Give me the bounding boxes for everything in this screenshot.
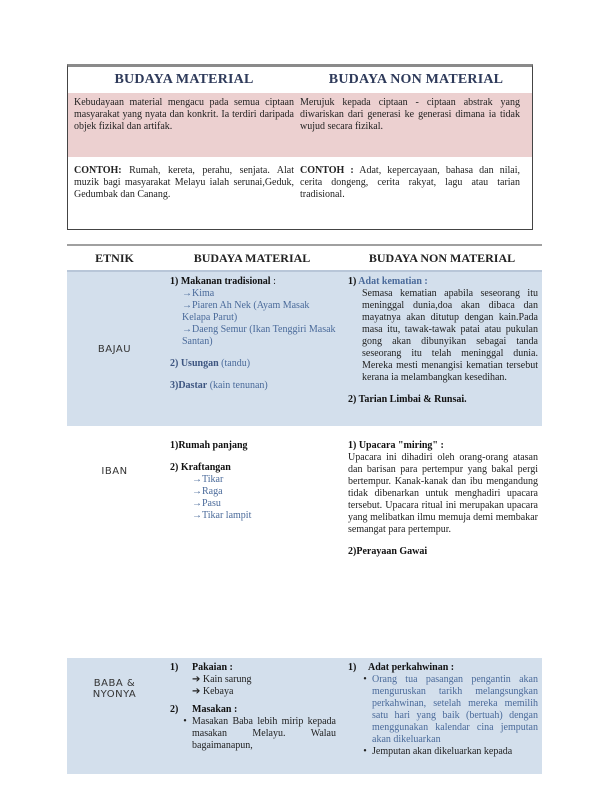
- definition-material: Kebudayaan material mengacu pada semua ciptaan masyarakat yang nyata dan konkrit. Ia terdiri daripada objek fizikal dan artifak.: [74, 97, 294, 132]
- non-material-cell: [342, 658, 542, 774]
- bullet-item: [348, 746, 538, 758]
- bullet-item: [348, 674, 538, 746]
- example-label: CONTOH:: [74, 165, 122, 176]
- item-number: 1): [348, 276, 357, 287]
- table-row-baba-nyonya: [67, 658, 542, 774]
- item-note: (tandu): [218, 358, 251, 369]
- example-row: [68, 157, 532, 201]
- material-cell: [162, 430, 342, 620]
- header-budaya-non-material: BUDAYA NON MATERIAL: [328, 72, 504, 87]
- definition-table: [67, 64, 533, 230]
- item-heading: 2) Usungan: [170, 358, 219, 369]
- item-heading: Pakaian :: [192, 662, 233, 673]
- item-heading: 1) Makanan tradisional: [170, 276, 271, 287]
- definition-non-material: Merujuk kepada ciptaan - ciptaan abstrak yang diwariskan dari generasi ke generasi dimana ia tidak wujud secara fizikal.: [300, 97, 520, 132]
- table-row-iban: [67, 430, 542, 620]
- example-material: [74, 165, 300, 201]
- list-item: →Raga: [192, 486, 223, 497]
- item-heading: 3)Dastar: [170, 380, 208, 391]
- item-number: 1): [348, 662, 357, 673]
- header-budaya-material: BUDAYA MATERIAL: [114, 72, 254, 87]
- bullet-icon: •: [183, 716, 187, 727]
- etnik-cell: BAJAU: [97, 343, 132, 355]
- example-non-material: [300, 165, 526, 201]
- item-heading: 2) Kraftangan: [170, 462, 231, 473]
- non-material-cell: [342, 272, 542, 426]
- table-row-bajau: [67, 272, 542, 426]
- heading-suffix: :: [270, 276, 276, 287]
- header-budaya-material: BUDAYA MATERIAL: [193, 250, 311, 265]
- item-heading: 2) Tarian Limbai & Runsai.: [348, 394, 467, 405]
- item-heading: 2)Perayaan Gawai: [348, 546, 428, 557]
- material-cell: [162, 272, 342, 426]
- item-heading: Adat kematian :: [356, 276, 428, 287]
- list-item: →Kima: [182, 288, 215, 299]
- item-heading: 1) Upacara "miring" :: [348, 440, 444, 451]
- example-text: Adat, kepercayaan, bahasa dan nilai, cerita dongeng, cerita rakyat, lagu atau tarian tradisional.: [300, 165, 520, 200]
- bullet-text: Masakan Baba lebih mirip kepada masakan Melayu. Walau bagaimanapun,: [192, 716, 336, 751]
- list-item: ➔ Kebaya: [192, 686, 234, 697]
- item-heading: Adat perkahwinan :: [368, 662, 455, 673]
- bullet-text: Jemputan akan dikeluarkan kepada: [372, 746, 513, 757]
- item-heading: 1)Rumah panjang: [170, 440, 248, 451]
- item-number: 2): [170, 704, 179, 715]
- etnik-label: BABA & NYONYA: [92, 678, 137, 700]
- list-item: →Tikar lampit: [192, 510, 252, 521]
- etnik-cell: IBAN: [101, 466, 128, 477]
- definition-row: [68, 93, 532, 157]
- paragraph: Semasa kematian apabila seseorang itu meninggal dunia,doa akan dibaca dan mayatnya akan ditutup dengan kain.Pada masa itu, tawak-tawak patai atau pukulan gong akan dibunyikan sebagai tanda seseorang itu telah meninggal dunia. Mereka mesti menangisi kematian tersebut kerana ia melambangkan kesedihan.: [362, 288, 538, 383]
- header-budaya-non-material: BUDAYA NON MATERIAL: [368, 250, 516, 265]
- item-note: (kain tenunan): [207, 380, 268, 391]
- ethnic-culture-table: [67, 244, 542, 774]
- list-item: →Daeng Semur (Ikan Tenggiri Masak Santan): [182, 324, 336, 347]
- bullet-icon: •: [363, 674, 367, 685]
- bullet-icon: •: [363, 746, 367, 757]
- list-item: →Pasu: [192, 498, 221, 509]
- example-label: CONTOH :: [300, 165, 354, 176]
- definition-table-header: [68, 67, 532, 93]
- bullet-item: [170, 716, 336, 752]
- list-item: →Piaren Ah Nek (Ayam Masak Kelapa Parut): [182, 300, 310, 323]
- bullet-text: Orang tua pasangan pengantin akan menguruskan tarikh melangsungkan perkahwinan, setelah mereka memilih satu hari yang baik (bertuah) dengan menggunakan kalendar cina jemputan akan dikeluarkan: [372, 674, 538, 745]
- example-text: Rumah, kereta, perahu, senjata. Alat muzik bagi masyarakat Melayu ialah serunai,Geduk, Gedumbak dan Canang.: [74, 165, 294, 200]
- item-number: 1): [170, 662, 179, 673]
- list-item: →Tikar: [192, 474, 224, 485]
- etnik-cell: [67, 658, 162, 774]
- material-cell: [162, 658, 342, 774]
- item-heading: Masakan :: [192, 704, 238, 715]
- non-material-cell: [342, 430, 542, 620]
- header-etnik: ETNIK: [95, 250, 134, 265]
- table-header: [67, 246, 542, 272]
- list-item: ➔ Kain sarung: [192, 674, 252, 685]
- paragraph: Upacara ini dihadiri oleh orang-orang atasan dan barisan para pertempur yang bakal pergi bertempur. Kanak-kanak dan ibu mengandung tidak dibenarkan untuk menghadiri upacara tersebut. Upacara ritual ini merupakan upacara yang melibatkan ilmu memuja demi membakar semangat para pertempur.: [348, 452, 538, 535]
